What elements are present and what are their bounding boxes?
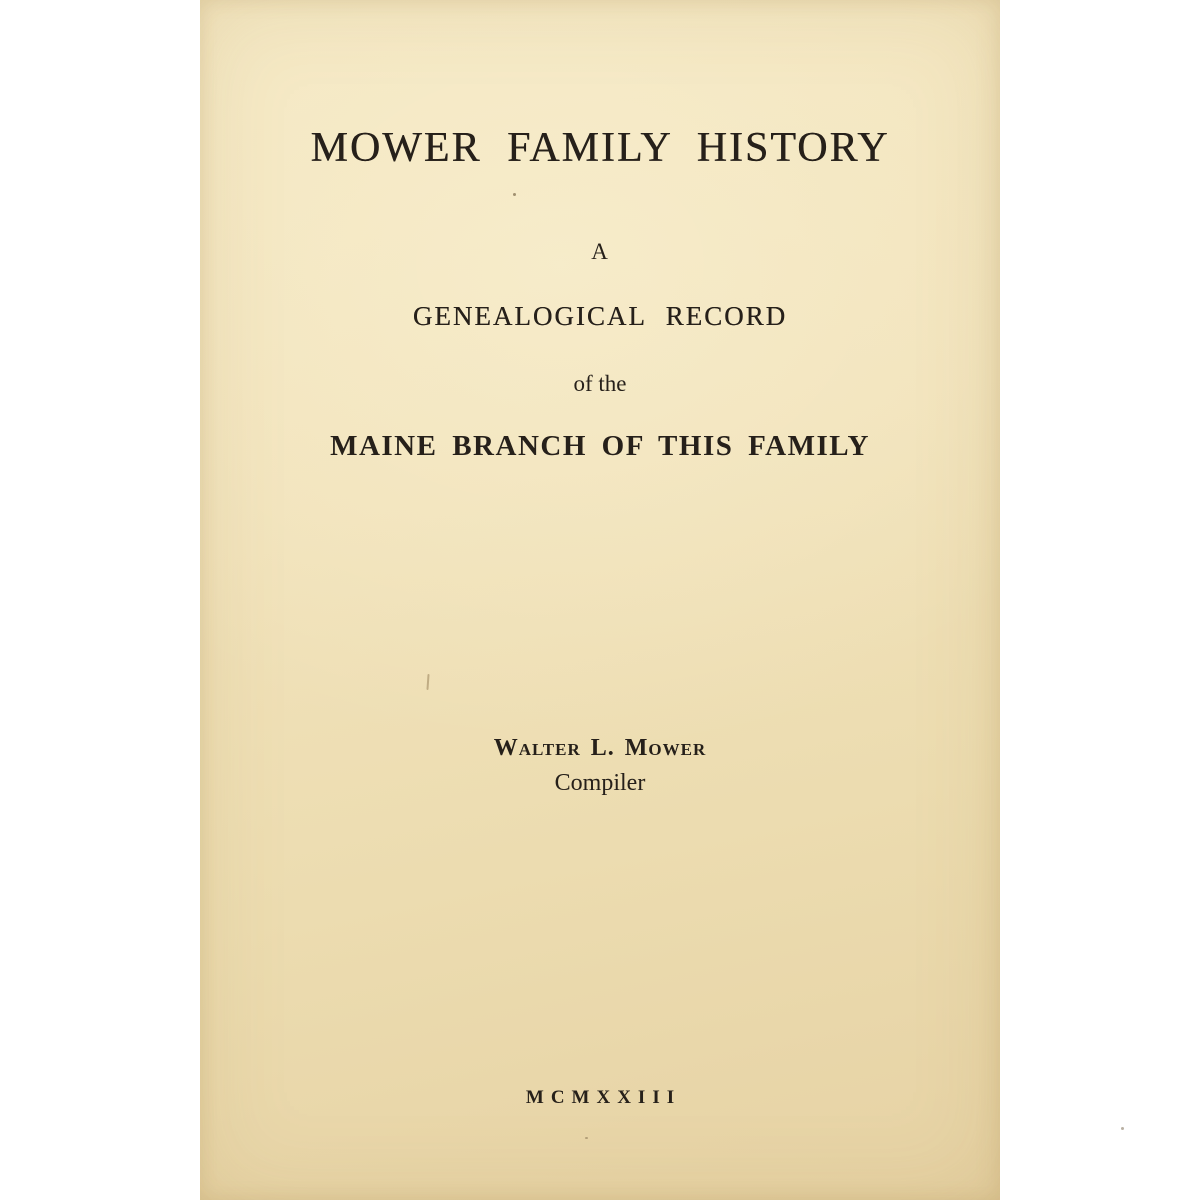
page-title: MOWER FAMILY HISTORY (310, 125, 890, 171)
paper-fiber-mark (426, 674, 429, 690)
author-role: Compiler (554, 770, 646, 796)
subtitle-connector: of the (573, 371, 627, 396)
publication-year-roman: MCMXXIII (525, 1087, 682, 1108)
paper-speck (1121, 1127, 1124, 1130)
subtitle-maine-branch: MAINE BRANCH OF THIS FAMILY (330, 430, 870, 462)
paper-speck (585, 1137, 588, 1139)
author-name: Walter L. Mower (493, 735, 707, 761)
subtitle-genealogical-record: GENEALOGICAL RECORD (412, 301, 788, 331)
title-article: A (591, 239, 609, 264)
paper-speck (513, 193, 516, 196)
book-title-page (200, 0, 1000, 1200)
